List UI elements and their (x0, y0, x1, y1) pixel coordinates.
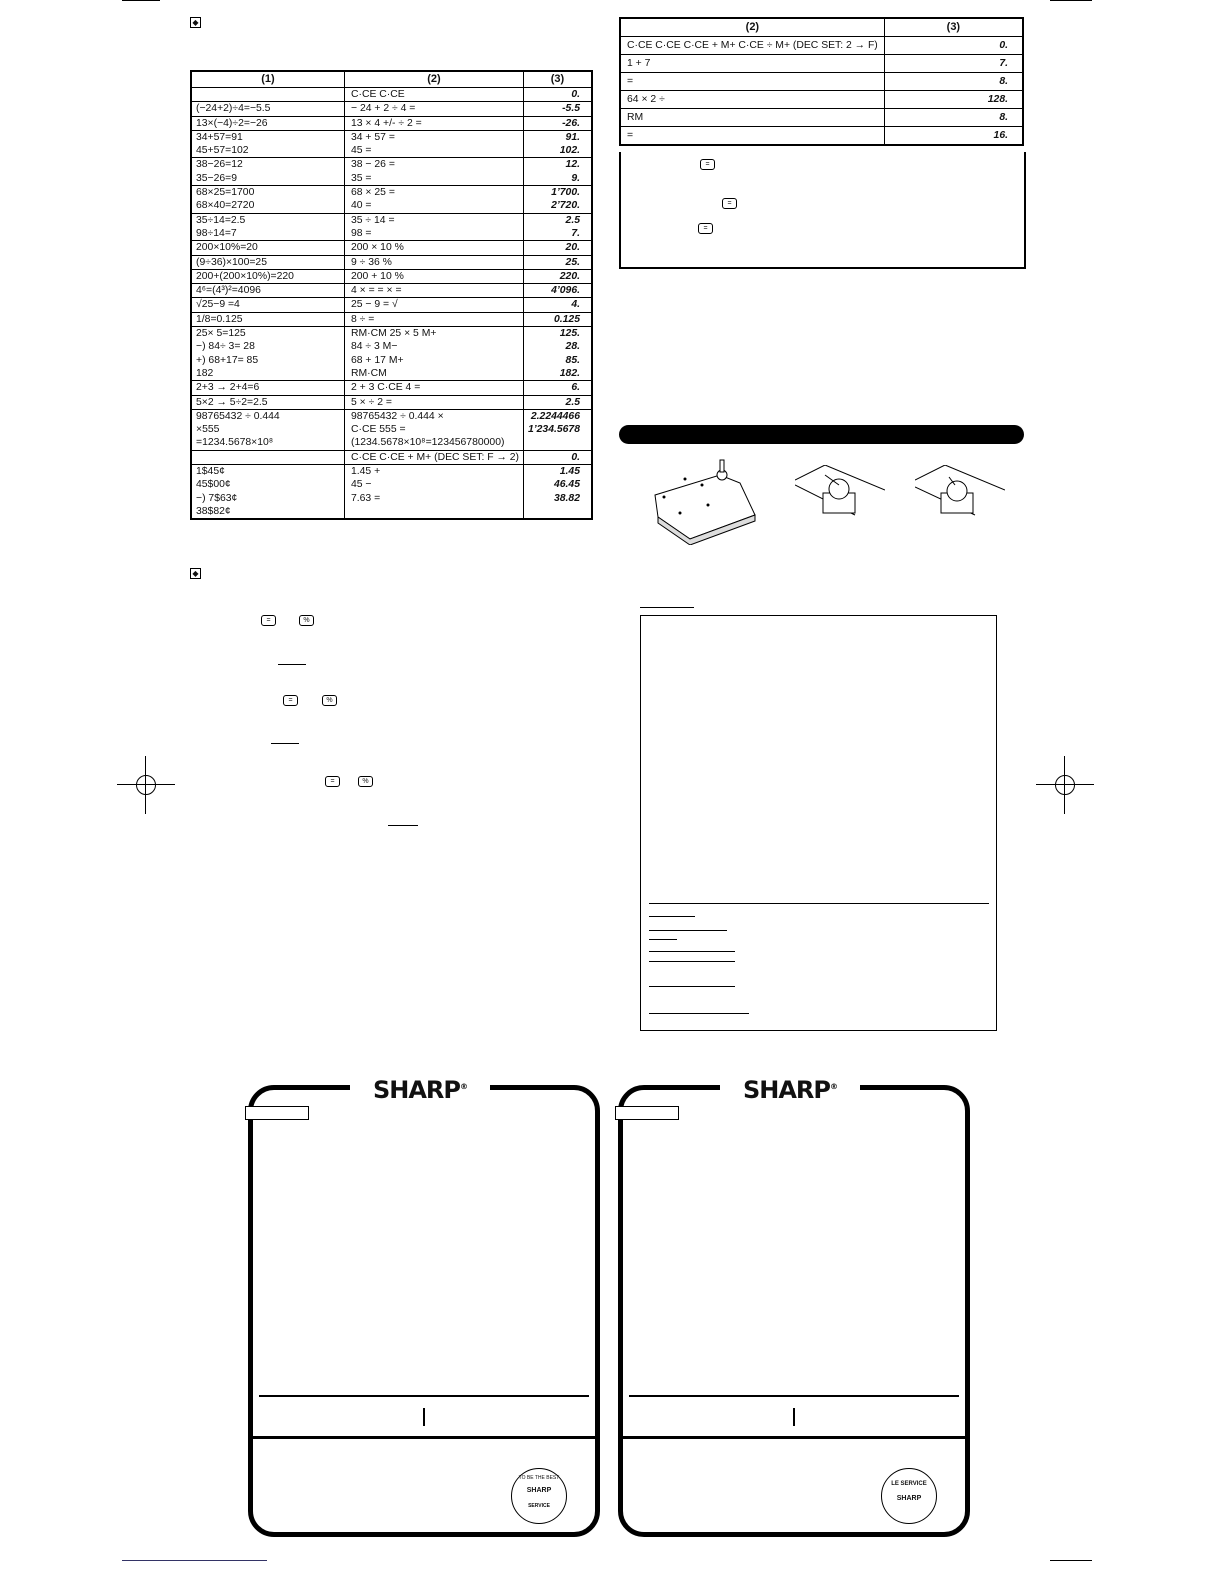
key-operation-cell (344, 241, 523, 255)
display-result-cell: 7. (884, 55, 1023, 73)
equals-key-icon: = (722, 198, 737, 209)
key-operation-cell (344, 130, 523, 158)
equals-key-icon: = (261, 615, 276, 626)
cell-line: 2.5 (565, 396, 580, 408)
underline (271, 743, 299, 744)
cell-line: 9 ÷ 36 % (350, 256, 392, 268)
rule (649, 951, 735, 952)
cell-line: 38−26=12 (196, 159, 243, 171)
column-header: (3) (884, 18, 1023, 37)
display-result-cell (523, 465, 592, 520)
rule (649, 930, 727, 931)
cell-line: 25× 5=125 (196, 328, 246, 340)
percent-key-icon: % (299, 615, 314, 626)
cell-line: 25. (565, 256, 580, 268)
display-result-cell (523, 130, 592, 158)
table-row (620, 73, 1023, 91)
cell-line: 91. (565, 131, 580, 143)
cell-line: 200+(200×10%)=220 (196, 270, 294, 282)
example-cell (191, 465, 344, 520)
display-result-cell: 8. (884, 109, 1023, 127)
key-operation-cell (344, 298, 523, 312)
example-cell (191, 409, 344, 450)
seal-top-text: TO BE THE BEST (518, 1475, 560, 1481)
key-operation-cell: = (620, 127, 884, 146)
sharp-logo: SHARP® (720, 1072, 860, 1102)
cell-line: 200 + 10 % (350, 270, 404, 282)
underline (388, 825, 418, 826)
equals-key-icon: = (700, 159, 715, 170)
key-operation-cell (344, 327, 523, 381)
cell-line: 7. (571, 227, 580, 239)
cell-line: 98÷14=7 (196, 227, 237, 239)
seal-logo: SHARP (526, 1487, 552, 1494)
key-operation-cell (344, 88, 523, 102)
display-result-cell (523, 298, 592, 312)
display-result-cell (523, 381, 592, 395)
cell-line: 35 ÷ 14 = (350, 214, 395, 226)
underline (640, 607, 694, 608)
table-row (191, 327, 592, 381)
display-result-cell (523, 241, 592, 255)
table-row (191, 241, 592, 255)
cell-line: 0. (571, 89, 580, 100)
display-result-cell: 128. (884, 91, 1023, 109)
cell-line: 102. (559, 145, 580, 157)
cell-line: 98765432 ÷ 0.444 (196, 410, 280, 422)
cell-line: 1$45¢ (196, 466, 225, 478)
underline (278, 664, 306, 665)
table-body (191, 88, 592, 520)
cell-line: 45 − (350, 479, 372, 491)
cell-line: -5.5 (562, 103, 580, 115)
cell-line: 84 ÷ 3 M− (350, 341, 398, 353)
rule (649, 903, 989, 904)
key-operation-cell (344, 158, 523, 186)
table-row (620, 55, 1023, 73)
cell-line: (9÷36)×100=25 (196, 256, 267, 268)
cell-line: 220. (559, 270, 580, 282)
cell-line: 1’700. (551, 187, 580, 199)
percent-key-icon: % (322, 695, 337, 706)
key-operation-cell (344, 102, 523, 116)
cell-line: 4 × = = × = (350, 285, 402, 297)
cell-line: 125. (559, 328, 580, 340)
cell-line: 1.45 + (350, 466, 381, 478)
example-cell (191, 158, 344, 186)
cell-line: 38$82¢ (196, 505, 231, 517)
key-operation-cell: 1 + 7 (620, 55, 884, 73)
warranty-card-french (618, 1085, 970, 1537)
key-operation-cell (344, 409, 523, 450)
key-operation-cell (344, 381, 523, 395)
cell-line: 0. (571, 451, 580, 463)
cell-line: C·CE C·CE + M+ (DEC SET: F → 2) (350, 451, 519, 463)
cell-line: RM·CM (350, 367, 387, 379)
cell-line: 98765432 ÷ 0.444 × (350, 410, 444, 422)
key-operation-cell (344, 116, 523, 130)
cell-line: 68 + 17 M+ (350, 354, 404, 366)
service-seal (511, 1468, 567, 1524)
crop-mark (1050, 1560, 1092, 1561)
example-cell (191, 381, 344, 395)
table-row (191, 298, 592, 312)
cell-line: 9. (571, 172, 580, 184)
battery-insert-illustration (915, 465, 1005, 525)
display-result-cell (523, 102, 592, 116)
key-operation-cell (344, 186, 523, 214)
display-result-cell: 8. (884, 73, 1023, 91)
example-cell (191, 327, 344, 381)
card-tab (245, 1106, 309, 1120)
cell-line: 85. (565, 354, 580, 366)
cell-line (528, 436, 580, 449)
table-row (191, 312, 592, 326)
cell-line: 200 × 10 % (350, 242, 404, 254)
display-result-cell (523, 116, 592, 130)
note-box (619, 152, 1026, 269)
table-row (191, 255, 592, 269)
cell-line: 35 = (350, 172, 372, 184)
example-cell (191, 116, 344, 130)
cell-line: 28. (565, 341, 580, 353)
display-result-cell (523, 284, 592, 298)
cell-line: 5 × ÷ 2 = (350, 396, 392, 408)
display-result-cell (523, 395, 592, 409)
cell-line: 2.5 (565, 214, 580, 226)
cell-line: 6. (571, 382, 580, 394)
example-cell (191, 450, 344, 464)
section-bullet-icon: ◆ (190, 17, 201, 28)
table-row (620, 127, 1023, 146)
display-result-cell (523, 158, 592, 186)
example-cell (191, 269, 344, 283)
cell-line: 13 × 4 +/- ÷ 2 = (350, 117, 422, 129)
cell-line: 20. (565, 242, 580, 254)
cell-line: 45 = (350, 145, 372, 157)
cell-line: (1234.5678×10⁸=123456780000) (350, 437, 505, 449)
column-header: (1) (191, 71, 344, 88)
example-cell (191, 255, 344, 269)
example-cell (191, 395, 344, 409)
cell-line: 38 − 26 = (350, 159, 395, 171)
cell-line: 13×(−4)÷2=−26 (196, 117, 268, 129)
table-row (191, 116, 592, 130)
cell-line: 1/8=0.125 (196, 313, 243, 325)
registration-mark-right (1036, 756, 1094, 814)
cell-line: 45+57=102 (196, 145, 249, 157)
cell-line: 2 + 3 C·CE 4 = (350, 382, 421, 394)
memory-example-table (619, 17, 1024, 146)
cell-line: −) 7$63¢ (196, 492, 238, 504)
cell-line: 12. (565, 159, 580, 171)
example-cell (191, 88, 344, 102)
table-body (620, 37, 1023, 146)
cell-line: +) 68+17= 85 (196, 354, 259, 366)
seal-logo: SHARP (896, 1495, 922, 1502)
cell-line: 68×25=1700 (196, 187, 255, 199)
display-result-cell: 16. (884, 127, 1023, 146)
cell-line: 68 × 25 = (350, 187, 395, 199)
rule (793, 1408, 795, 1426)
crop-mark (122, 1560, 267, 1561)
card-tab (615, 1106, 679, 1120)
cell-line: 8 ÷ = (350, 313, 375, 325)
key-operation-cell (344, 269, 523, 283)
cell-line: 2.2244466 (530, 410, 580, 422)
cell-line: 1’234.5678 (527, 424, 580, 436)
equals-key-icon: = (698, 223, 713, 234)
cell-line: 25 − 9 = √ (350, 299, 398, 311)
table-row (191, 381, 592, 395)
logo-text: SHARP (372, 1076, 460, 1104)
rule (649, 986, 735, 987)
display-result-cell (523, 213, 592, 241)
cell-line: 0.125 (553, 313, 580, 325)
example-cell (191, 284, 344, 298)
table-row (191, 158, 592, 186)
table-row (191, 130, 592, 158)
cell-line: 98 = (350, 227, 372, 239)
rule (629, 1395, 959, 1397)
equals-key-icon: = (283, 695, 298, 706)
rule (618, 1436, 970, 1439)
cell-line: 35−26=9 (196, 172, 238, 184)
cell-line: 200×10%=20 (196, 242, 258, 254)
calculator-back-illustration (640, 455, 770, 545)
cell-line: RM·CM 25 × 5 M+ (350, 328, 437, 340)
key-operation-cell: 64 × 2 ÷ (620, 91, 884, 109)
section-heading-bar (619, 425, 1024, 444)
key-operation-cell (344, 312, 523, 326)
cell-line: 182 (196, 367, 214, 379)
cell-line (196, 88, 340, 101)
table-row (191, 102, 592, 116)
column-header: (2) (620, 18, 884, 37)
battery-removal-illustration (795, 465, 885, 525)
table-row (620, 109, 1023, 127)
table-row (191, 284, 592, 298)
cell-line: 34+57=91 (196, 131, 243, 143)
crop-mark (122, 0, 160, 1)
column-header: (3) (523, 71, 592, 88)
cell-line: 34 + 57 = (350, 131, 395, 143)
table-row (191, 269, 592, 283)
example-cell (191, 213, 344, 241)
cell-line: 45$00¢ (196, 479, 231, 491)
display-result-cell (523, 269, 592, 283)
cell-line: -26. (562, 117, 580, 129)
display-result-cell (523, 327, 592, 381)
warranty-box (640, 615, 997, 1031)
cell-line: 7.63 = (350, 492, 381, 504)
cell-line: 2’720. (551, 200, 580, 212)
display-result-cell (523, 255, 592, 269)
cell-line: 46.45 (553, 479, 580, 491)
cell-line: C·CE 555 = (350, 424, 406, 436)
table-row (191, 409, 592, 450)
warranty-card-english (248, 1085, 600, 1537)
key-operation-cell (344, 395, 523, 409)
display-result-cell: 0. (884, 37, 1023, 55)
rule (649, 1013, 749, 1014)
cell-line: 4’096. (551, 285, 580, 297)
display-result-cell (523, 409, 592, 450)
registration-mark-left (117, 756, 175, 814)
column-header: (2) (344, 71, 523, 88)
key-operation-cell (344, 465, 523, 520)
cell-line: 182. (559, 367, 580, 379)
crop-mark (1050, 0, 1092, 1)
seal-bottom-text: SERVICE (528, 1503, 550, 1509)
example-cell (191, 241, 344, 255)
section-bullet-icon: ◆ (190, 568, 201, 579)
table-row (191, 213, 592, 241)
cell-line: 4. (571, 299, 580, 311)
table-row (191, 395, 592, 409)
display-result-cell (523, 88, 592, 102)
table-row (191, 186, 592, 214)
key-operation-cell (344, 255, 523, 269)
cell-line: (−24+2)÷4=−5.5 (196, 103, 271, 115)
key-operation-cell: = (620, 73, 884, 91)
cell-line: 2+3 → 2+4=6 (196, 382, 260, 394)
table-row (620, 37, 1023, 55)
rule (649, 916, 695, 917)
cell-line: 68×40=2720 (196, 200, 255, 212)
example-cell (191, 312, 344, 326)
key-operation-cell (344, 213, 523, 241)
rule (259, 1395, 589, 1397)
service-seal (881, 1468, 937, 1524)
key-operation-cell: RM (620, 109, 884, 127)
sharp-logo: SHARP® (350, 1072, 490, 1102)
calculation-examples-table (190, 70, 593, 520)
cell-line: − 24 + 2 ÷ 4 = (350, 103, 416, 115)
rule (248, 1436, 600, 1439)
percent-key-icon: % (358, 776, 373, 787)
cell-line: ×555 (196, 424, 220, 436)
cell-line: =1234.5678×10⁸ (196, 437, 274, 449)
table-row (620, 91, 1023, 109)
example-cell (191, 298, 344, 312)
example-cell (191, 130, 344, 158)
cell-line: √25−9 =4 (196, 299, 240, 311)
key-operation-cell (344, 284, 523, 298)
rule (649, 939, 677, 940)
cell-line: 5×2 → 5÷2=2.5 (196, 396, 268, 408)
cell-line: 38.82 (553, 492, 580, 504)
cell-line: −) 84÷ 3= 28 (196, 341, 255, 353)
cell-line: 4⁶=(4³)²=4096 (196, 285, 261, 297)
logo-text: SHARP (742, 1076, 830, 1104)
cell-line: 40 = (350, 200, 372, 212)
rule (423, 1408, 425, 1426)
cell-line (196, 451, 340, 464)
table-row (191, 465, 592, 520)
cell-line: 1.45 (559, 466, 580, 478)
cell-line: 35÷14=2.5 (196, 214, 246, 226)
example-cell (191, 102, 344, 116)
display-result-cell (523, 312, 592, 326)
seal-top-text: LE SERVICE (891, 1481, 927, 1487)
key-operation-cell (344, 450, 523, 464)
equals-key-icon: = (325, 776, 340, 787)
table-row (191, 450, 592, 464)
cell-line: C·CE C·CE (350, 89, 405, 100)
rule (649, 961, 735, 962)
display-result-cell (523, 186, 592, 214)
example-cell (191, 186, 344, 214)
display-result-cell (523, 450, 592, 464)
table-row (191, 88, 592, 102)
key-operation-cell: C·CE C·CE C·CE + M+ C·CE ÷ M+ (DEC SET: 2 → F) (620, 37, 884, 55)
